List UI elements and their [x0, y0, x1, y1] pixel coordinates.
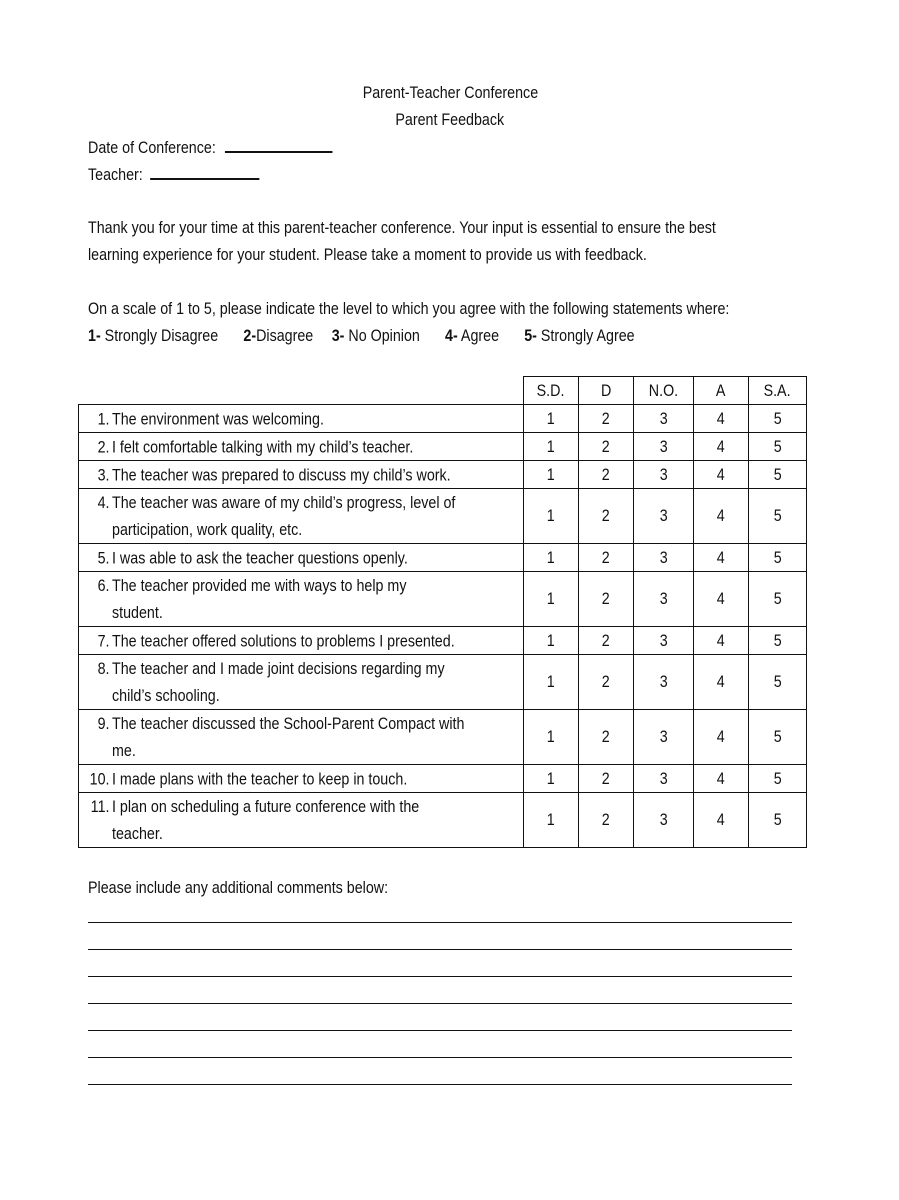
- statement-cell: [79, 433, 524, 461]
- statement-line: The teacher was aware of my child’s progress, level of: [112, 493, 456, 512]
- statement-number: 8.: [97, 659, 110, 678]
- header-a: A: [694, 377, 749, 405]
- rating-option-1[interactable]: [524, 405, 579, 433]
- table-row: [79, 433, 807, 461]
- rating-option-2[interactable]: [579, 793, 634, 848]
- rating-option-4[interactable]: [694, 544, 749, 572]
- rating-option-4[interactable]: [694, 655, 749, 710]
- rating-option-2[interactable]: [579, 765, 634, 793]
- table-row: [79, 765, 807, 793]
- statement-line: me.: [112, 741, 136, 760]
- statement-line: I made plans with the teacher to keep in touch.: [112, 769, 408, 788]
- rating-option-3[interactable]: [634, 489, 694, 544]
- teacher-label: Teacher:: [88, 165, 143, 184]
- statement-text: [97, 710, 482, 764]
- header-corner: [79, 377, 524, 405]
- rating-value: 4: [717, 408, 725, 428]
- table-row: [79, 405, 807, 433]
- statement-text: [97, 461, 482, 488]
- rating-option-3[interactable]: [634, 765, 694, 793]
- rating-option-2[interactable]: [579, 544, 634, 572]
- rating-value: 3: [659, 630, 668, 650]
- header-d: D: [579, 377, 634, 405]
- rating-option-4[interactable]: [694, 433, 749, 461]
- statement-number: 9.: [97, 714, 110, 733]
- rating-value: 2: [602, 464, 610, 484]
- rating-value: 1: [547, 506, 555, 525]
- rating-value: 1: [547, 589, 555, 608]
- statement-number: 4.: [97, 493, 110, 512]
- rating-value: 5: [773, 547, 782, 567]
- rating-value: 3: [659, 672, 668, 691]
- rating-option-5[interactable]: [749, 544, 807, 572]
- form-subtitle: [0, 110, 900, 130]
- statement-text: [90, 793, 482, 847]
- rating-option-3[interactable]: [634, 461, 694, 489]
- rating-option-2[interactable]: [579, 627, 634, 655]
- form-subtitle-text: Parent Feedback: [395, 110, 505, 129]
- rating-option-1[interactable]: [524, 489, 579, 544]
- table-header-row: [79, 377, 807, 405]
- statement-cell: [79, 710, 524, 765]
- statement-number: 3.: [97, 465, 110, 484]
- rating-value: 3: [659, 547, 668, 567]
- rating-option-4[interactable]: [694, 710, 749, 765]
- rating-option-4[interactable]: [694, 793, 749, 848]
- rating-option-4[interactable]: [694, 461, 749, 489]
- rating-option-5[interactable]: [749, 793, 807, 848]
- rating-value: 1: [547, 727, 555, 746]
- rating-option-1[interactable]: [524, 544, 579, 572]
- statement-text: [97, 405, 482, 432]
- rating-option-5[interactable]: [749, 433, 807, 461]
- rating-option-1[interactable]: [524, 710, 579, 765]
- statement-line: The teacher offered solutions to problems I presented.: [112, 631, 455, 650]
- rating-value: 4: [717, 547, 725, 567]
- rating-option-3[interactable]: [634, 433, 694, 461]
- statement-number: 2.: [97, 437, 110, 456]
- rating-value: 1: [547, 672, 555, 691]
- rating-value: 3: [659, 727, 668, 746]
- rating-value: 4: [717, 727, 725, 746]
- rating-value: 5: [773, 727, 782, 746]
- statement-line: The teacher and I made joint decisions regarding my: [112, 659, 445, 678]
- rating-option-1[interactable]: [524, 765, 579, 793]
- table-row: [79, 655, 807, 710]
- rating-option-4[interactable]: [694, 765, 749, 793]
- rating-value: 2: [602, 810, 610, 829]
- statement-text: [97, 544, 482, 571]
- rating-option-1[interactable]: [524, 572, 579, 627]
- rating-option-5[interactable]: [749, 655, 807, 710]
- rating-value: 3: [659, 436, 668, 456]
- rating-option-4[interactable]: [694, 572, 749, 627]
- rating-value: 2: [602, 589, 610, 608]
- rating-value: 3: [659, 408, 668, 428]
- rating-option-2[interactable]: [579, 461, 634, 489]
- scale-item-4: 4- Agree: [445, 326, 500, 345]
- rating-option-5[interactable]: [749, 627, 807, 655]
- rating-value: 3: [659, 768, 668, 788]
- rating-option-2[interactable]: [579, 433, 634, 461]
- rating-value: 2: [602, 436, 610, 456]
- rating-value: 3: [659, 810, 668, 829]
- rating-value: 4: [717, 630, 725, 650]
- statement-text: [97, 433, 482, 460]
- rating-value: 4: [717, 768, 725, 788]
- comment-line-5[interactable]: [88, 1030, 792, 1031]
- statement-line: I was able to ask the teacher questions openly.: [112, 548, 408, 567]
- statement-text: [97, 572, 482, 626]
- rating-value: 2: [602, 672, 610, 691]
- rating-value: 1: [547, 408, 555, 428]
- statement-line: teacher.: [112, 824, 163, 843]
- scale-item-2: 2-Disagree: [243, 326, 314, 345]
- rating-value: 4: [717, 464, 725, 484]
- rating-option-3[interactable]: [634, 544, 694, 572]
- rating-value: 5: [773, 768, 782, 788]
- statement-text: [97, 627, 482, 654]
- rating-option-1[interactable]: [524, 793, 579, 848]
- rating-option-3[interactable]: [634, 710, 694, 765]
- table-row: [79, 572, 807, 627]
- form-title-text: Parent-Teacher Conference: [362, 83, 538, 102]
- comment-line-7[interactable]: [88, 1084, 792, 1085]
- statement-line: The teacher provided me with ways to help my: [112, 576, 407, 595]
- rating-value: 1: [547, 630, 555, 650]
- rating-value: 1: [547, 768, 555, 788]
- rating-value: 3: [659, 589, 668, 608]
- table-row: [79, 461, 807, 489]
- rating-value: 1: [547, 547, 555, 567]
- rating-value: 5: [773, 506, 782, 525]
- rating-option-1[interactable]: [524, 655, 579, 710]
- rating-option-2[interactable]: [579, 655, 634, 710]
- rating-option-1[interactable]: [524, 627, 579, 655]
- statement-cell: [79, 627, 524, 655]
- rating-option-3[interactable]: [634, 627, 694, 655]
- rating-value: 3: [659, 506, 668, 525]
- rating-value: 1: [547, 464, 555, 484]
- statement-text: [89, 765, 482, 792]
- table-row: [79, 544, 807, 572]
- rating-value: 3: [659, 464, 668, 484]
- scale-item-3: 3- No Opinion: [331, 326, 420, 345]
- comments-label: Please include any additional comments below:: [88, 878, 389, 897]
- header-sa: S.A.: [749, 377, 807, 405]
- date-field: [88, 137, 332, 158]
- statement-line: The teacher was prepared to discuss my child’s work.: [112, 465, 451, 484]
- comment-line-3[interactable]: [88, 976, 792, 977]
- comment-line-6[interactable]: [88, 1057, 792, 1058]
- scale-item-5: 5- Strongly Agree: [524, 326, 635, 345]
- rating-value: 4: [717, 810, 725, 829]
- statement-line: The environment was welcoming.: [112, 409, 324, 428]
- rating-option-4[interactable]: [694, 489, 749, 544]
- rating-option-5[interactable]: [749, 489, 807, 544]
- date-label: Date of Conference:: [88, 138, 216, 157]
- table-row: [79, 489, 807, 544]
- intro-line-1: Thank you for your time at this parent-teacher conference. Your input is essential to ensure the best: [88, 218, 716, 237]
- header-no: N.O.: [634, 377, 694, 405]
- rating-value: 5: [773, 408, 782, 428]
- table-row: [79, 627, 807, 655]
- rating-value: 5: [773, 436, 782, 456]
- statement-cell: [79, 489, 524, 544]
- teacher-field: [88, 164, 259, 185]
- rating-value: 4: [717, 672, 725, 691]
- statement-line: student.: [112, 603, 163, 622]
- rating-option-2[interactable]: [579, 572, 634, 627]
- statement-line: participation, work quality, etc.: [112, 520, 303, 539]
- rating-value: 5: [773, 810, 782, 829]
- rating-value: 2: [602, 727, 610, 746]
- rating-option-5[interactable]: [749, 405, 807, 433]
- statement-number: 11.: [90, 797, 110, 816]
- statement-cell: [79, 544, 524, 572]
- statement-cell: [79, 572, 524, 627]
- rating-table: [78, 376, 807, 848]
- rating-value: 2: [602, 506, 610, 525]
- statement-text: [97, 655, 482, 709]
- statement-number: 5.: [97, 548, 110, 567]
- comment-line-1[interactable]: [88, 922, 792, 923]
- rating-option-2[interactable]: [579, 710, 634, 765]
- rating-option-3[interactable]: [634, 405, 694, 433]
- table-row: [79, 793, 807, 848]
- statement-number: 10.: [89, 769, 110, 788]
- rating-option-5[interactable]: [749, 572, 807, 627]
- comment-line-4[interactable]: [88, 1003, 792, 1004]
- rating-option-1[interactable]: [524, 461, 579, 489]
- rating-option-3[interactable]: [634, 572, 694, 627]
- rating-value: 5: [773, 589, 782, 608]
- scale-legend: [88, 326, 635, 346]
- header-sd: S.D.: [524, 377, 579, 405]
- rating-value: 5: [773, 630, 782, 650]
- statement-line: I felt comfortable talking with my child’s teacher.: [112, 437, 414, 456]
- intro-line-2: learning experience for your student. Please take a moment to provide us with feedback.: [88, 245, 647, 264]
- rating-value: 1: [547, 810, 555, 829]
- rating-option-5[interactable]: [749, 710, 807, 765]
- rating-value: 2: [602, 408, 610, 428]
- rating-option-1[interactable]: [524, 433, 579, 461]
- statement-cell: [79, 793, 524, 848]
- statement-number: 7.: [97, 631, 110, 650]
- statement-cell: [79, 765, 524, 793]
- rating-option-3[interactable]: [634, 655, 694, 710]
- statement-line: child’s schooling.: [112, 686, 220, 705]
- date-blank[interactable]: [225, 137, 333, 153]
- rating-value: 5: [773, 672, 782, 691]
- rating-value: 1: [547, 436, 555, 456]
- rating-option-3[interactable]: [634, 793, 694, 848]
- rating-option-4[interactable]: [694, 405, 749, 433]
- rating-option-2[interactable]: [579, 489, 634, 544]
- rating-value: 2: [602, 768, 610, 788]
- rating-option-5[interactable]: [749, 765, 807, 793]
- scale-instruction: On a scale of 1 to 5, please indicate the level to which you agree with the following statements where:: [88, 299, 730, 318]
- statement-number: 6.: [97, 576, 110, 595]
- rating-value: 2: [602, 630, 610, 650]
- statement-cell: [79, 655, 524, 710]
- rating-option-2[interactable]: [579, 405, 634, 433]
- statement-cell: [79, 461, 524, 489]
- rating-option-4[interactable]: [694, 627, 749, 655]
- statement-line: The teacher discussed the School-Parent Compact with: [112, 714, 465, 733]
- table-row: [79, 710, 807, 765]
- rating-value: 2: [602, 547, 610, 567]
- rating-value: 5: [773, 464, 782, 484]
- rating-value: 4: [717, 436, 725, 456]
- statement-line: I plan on scheduling a future conference with the: [112, 797, 420, 816]
- statement-number: 1.: [97, 409, 110, 428]
- rating-option-5[interactable]: [749, 461, 807, 489]
- form-title: [0, 83, 900, 103]
- statement-text: [97, 489, 482, 543]
- comment-line-2[interactable]: [88, 949, 792, 950]
- teacher-blank[interactable]: [150, 164, 259, 180]
- rating-value: 4: [717, 589, 725, 608]
- rating-value: 4: [717, 506, 725, 525]
- statement-cell: [79, 405, 524, 433]
- scale-item-1: 1- Strongly Disagree: [88, 326, 219, 345]
